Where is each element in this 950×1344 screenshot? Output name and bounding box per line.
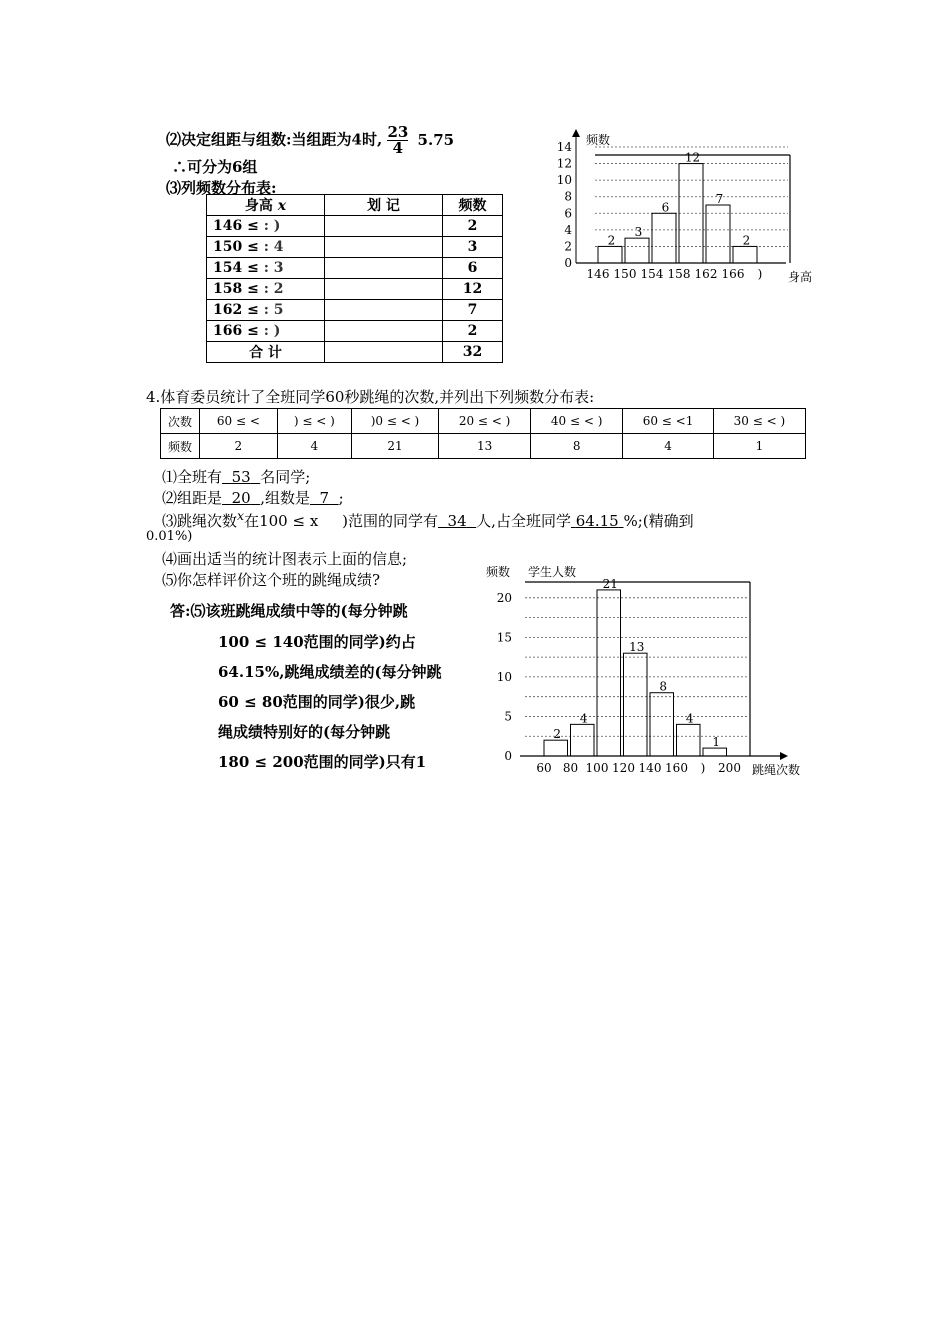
x-tick-label: ) (757, 267, 763, 281)
y-tick-label: 0 (504, 749, 512, 763)
q4-line5: ⑸你怎样评价这个班的跳绳成绩? (162, 571, 381, 589)
x-tick-label: 120 (612, 761, 635, 775)
q4-line1: ⑴全班有 53 名同学; (162, 468, 311, 486)
step2-text: ⑵决定组距与组数:当组距为4时, $\frac{23}{4}$ 5.75 (166, 123, 455, 157)
bar (597, 590, 621, 756)
bar-value-label: 7 (715, 192, 724, 206)
answer-line-2: 100 ≤ 140范围的同学)约占 (218, 633, 416, 651)
table-row: 150 ≤ : 4 3 (207, 237, 503, 258)
y-tick-label: 15 (496, 630, 512, 645)
q4-line3-cont: 0.01%) (146, 529, 193, 544)
q4-line2: ⑵组距是 20 ,组数是 7 ; (162, 489, 344, 507)
header-count: 频数 (443, 195, 503, 216)
table-row-ranges (161, 409, 806, 434)
table-row-freqs (161, 434, 806, 459)
bar (625, 238, 649, 263)
freq-cell: 4 (277, 434, 351, 459)
table-row: 154 ≤ : 3 6 (207, 258, 503, 279)
jumprope-histogram (480, 560, 820, 785)
fraction: $\frac{23}{4}$ (387, 123, 409, 157)
y-tick-label: 4 (564, 222, 572, 237)
chart1-y-arrow (572, 129, 580, 137)
y-tick-label: 0 (564, 256, 572, 270)
chart2-ylabel: 频数 (486, 565, 511, 579)
y-tick-label: 10 (556, 173, 572, 188)
bar-value-label: 1 (712, 735, 721, 750)
range-cell: 30 ≤ < ) (713, 409, 805, 434)
bar (706, 205, 730, 263)
table-header-row (207, 195, 503, 216)
x-tick-label: 146 (586, 267, 610, 281)
x-tick-label: 80 (562, 761, 579, 775)
chart2-x-arrow (780, 752, 788, 760)
freq-cell: 2 (200, 434, 278, 459)
table-row: 146 ≤ : ) 2 (207, 216, 503, 237)
bar (703, 748, 727, 756)
header-height: 身高 x (207, 195, 325, 216)
x-tick-label: 166 (721, 267, 745, 281)
x-tick-label: 158 (667, 267, 691, 281)
x-tick-label: ) (700, 761, 706, 775)
bar (650, 693, 674, 756)
row-label-count: 次数 (161, 409, 200, 434)
height-frequency-table (206, 194, 503, 363)
height-histogram (550, 125, 830, 285)
y-tick-label: 10 (496, 669, 512, 684)
bar-value-label: 2 (607, 233, 616, 248)
bar-value-label: 2 (553, 727, 562, 742)
x-tick-label: 60 (536, 761, 552, 775)
chart2-ylabel2: 学生人数 (528, 565, 577, 579)
range-cell: 60 ≤ <1 (623, 409, 714, 434)
bar (677, 724, 701, 756)
range-cell: 40 ≤ < ) (531, 409, 623, 434)
bar-value-label: 3 (634, 225, 643, 240)
row-label-freq: 频数 (161, 434, 200, 459)
freq-cell: 1 (713, 434, 805, 459)
bar-value-label: 13 (629, 640, 645, 655)
x-tick-label: 150 (613, 267, 637, 281)
y-tick-label: 14 (556, 140, 572, 154)
chart1-ylabel: 频数 (586, 133, 611, 147)
bar (598, 246, 622, 263)
bar-value-label: 8 (659, 679, 668, 694)
bar (544, 740, 568, 756)
bar (733, 246, 757, 263)
bar-value-label: 12 (684, 150, 701, 165)
bar-value-label: 2 (742, 233, 751, 248)
x-tick-label: 100 (585, 761, 609, 775)
bar (652, 213, 676, 263)
q4-title: 4.体育委员统计了全班同学60秒跳绳的次数,并列出下列频数分布表: (146, 388, 595, 406)
answer-line-4: 60 ≤ 80范围的同学)很少,跳 (218, 693, 416, 711)
bar (624, 653, 648, 756)
x-tick-label: 154 (640, 267, 664, 281)
table-row: 166 ≤ : ) 2 (207, 321, 503, 342)
y-tick-label: 6 (564, 206, 572, 221)
freq-cell: 4 (623, 434, 714, 459)
chart1-xlabel: 身高 (788, 270, 813, 284)
header-tally: 划 记 (325, 195, 443, 216)
q4-line3: ⑶跳绳次数$^x$在100 ≤ x )范围的同学有 34 人,占全班同学 64.15 %;(精确到 (162, 508, 694, 530)
table-row: 162 ≤ : 5 7 (207, 300, 503, 321)
answer-line-3: 64.15%,跳绳成绩差的(每分钟跳 (218, 663, 442, 681)
freq-cell: 13 (439, 434, 531, 459)
step2-groups: ∴可分为6组 (172, 158, 258, 176)
x-tick-label: 140 (638, 761, 662, 775)
y-tick-label: 5 (504, 709, 512, 724)
freq-cell: 8 (531, 434, 623, 459)
jumprope-frequency-table (160, 408, 806, 459)
range-cell: 20 ≤ < ) (439, 409, 531, 434)
x-tick-label: 200 (718, 761, 741, 775)
range-cell: ) ≤ < ) (277, 409, 351, 434)
y-tick-label: 2 (564, 239, 572, 254)
y-tick-label: 20 (496, 590, 512, 605)
chart2-xlabel: 跳绳次数 (752, 763, 801, 777)
q4-line4: ⑷画出适当的统计图表示上面的信息; (162, 550, 408, 568)
answer-line-6: 180 ≤ 200范围的同学)只有1 (218, 753, 427, 771)
bar-value-label: 21 (602, 576, 618, 591)
bar-value-label: 4 (685, 711, 694, 726)
freq-cell: 21 (351, 434, 438, 459)
bar-value-label: 4 (579, 711, 588, 726)
answer-line-1: 答:⑸该班跳绳成绩中等的(每分钟跳 (170, 602, 408, 620)
bar-value-label: 6 (661, 200, 670, 215)
table-row: 158 ≤ : 2 12 (207, 279, 503, 300)
x-tick-label: 160 (665, 761, 688, 775)
x-tick-label: 162 (694, 267, 718, 281)
step3-text: ⑶列频数分布表: (166, 179, 277, 197)
range-cell: 60 ≤ < (200, 409, 278, 434)
answer-line-5: 绳成绩特别好的(每分钟跳 (218, 723, 391, 741)
y-tick-label: 8 (564, 189, 572, 204)
table-total-row: 合 计 32 (207, 342, 503, 363)
range-cell: )0 ≤ < ) (351, 409, 438, 434)
bar (571, 724, 595, 756)
y-tick-label: 12 (556, 156, 572, 171)
